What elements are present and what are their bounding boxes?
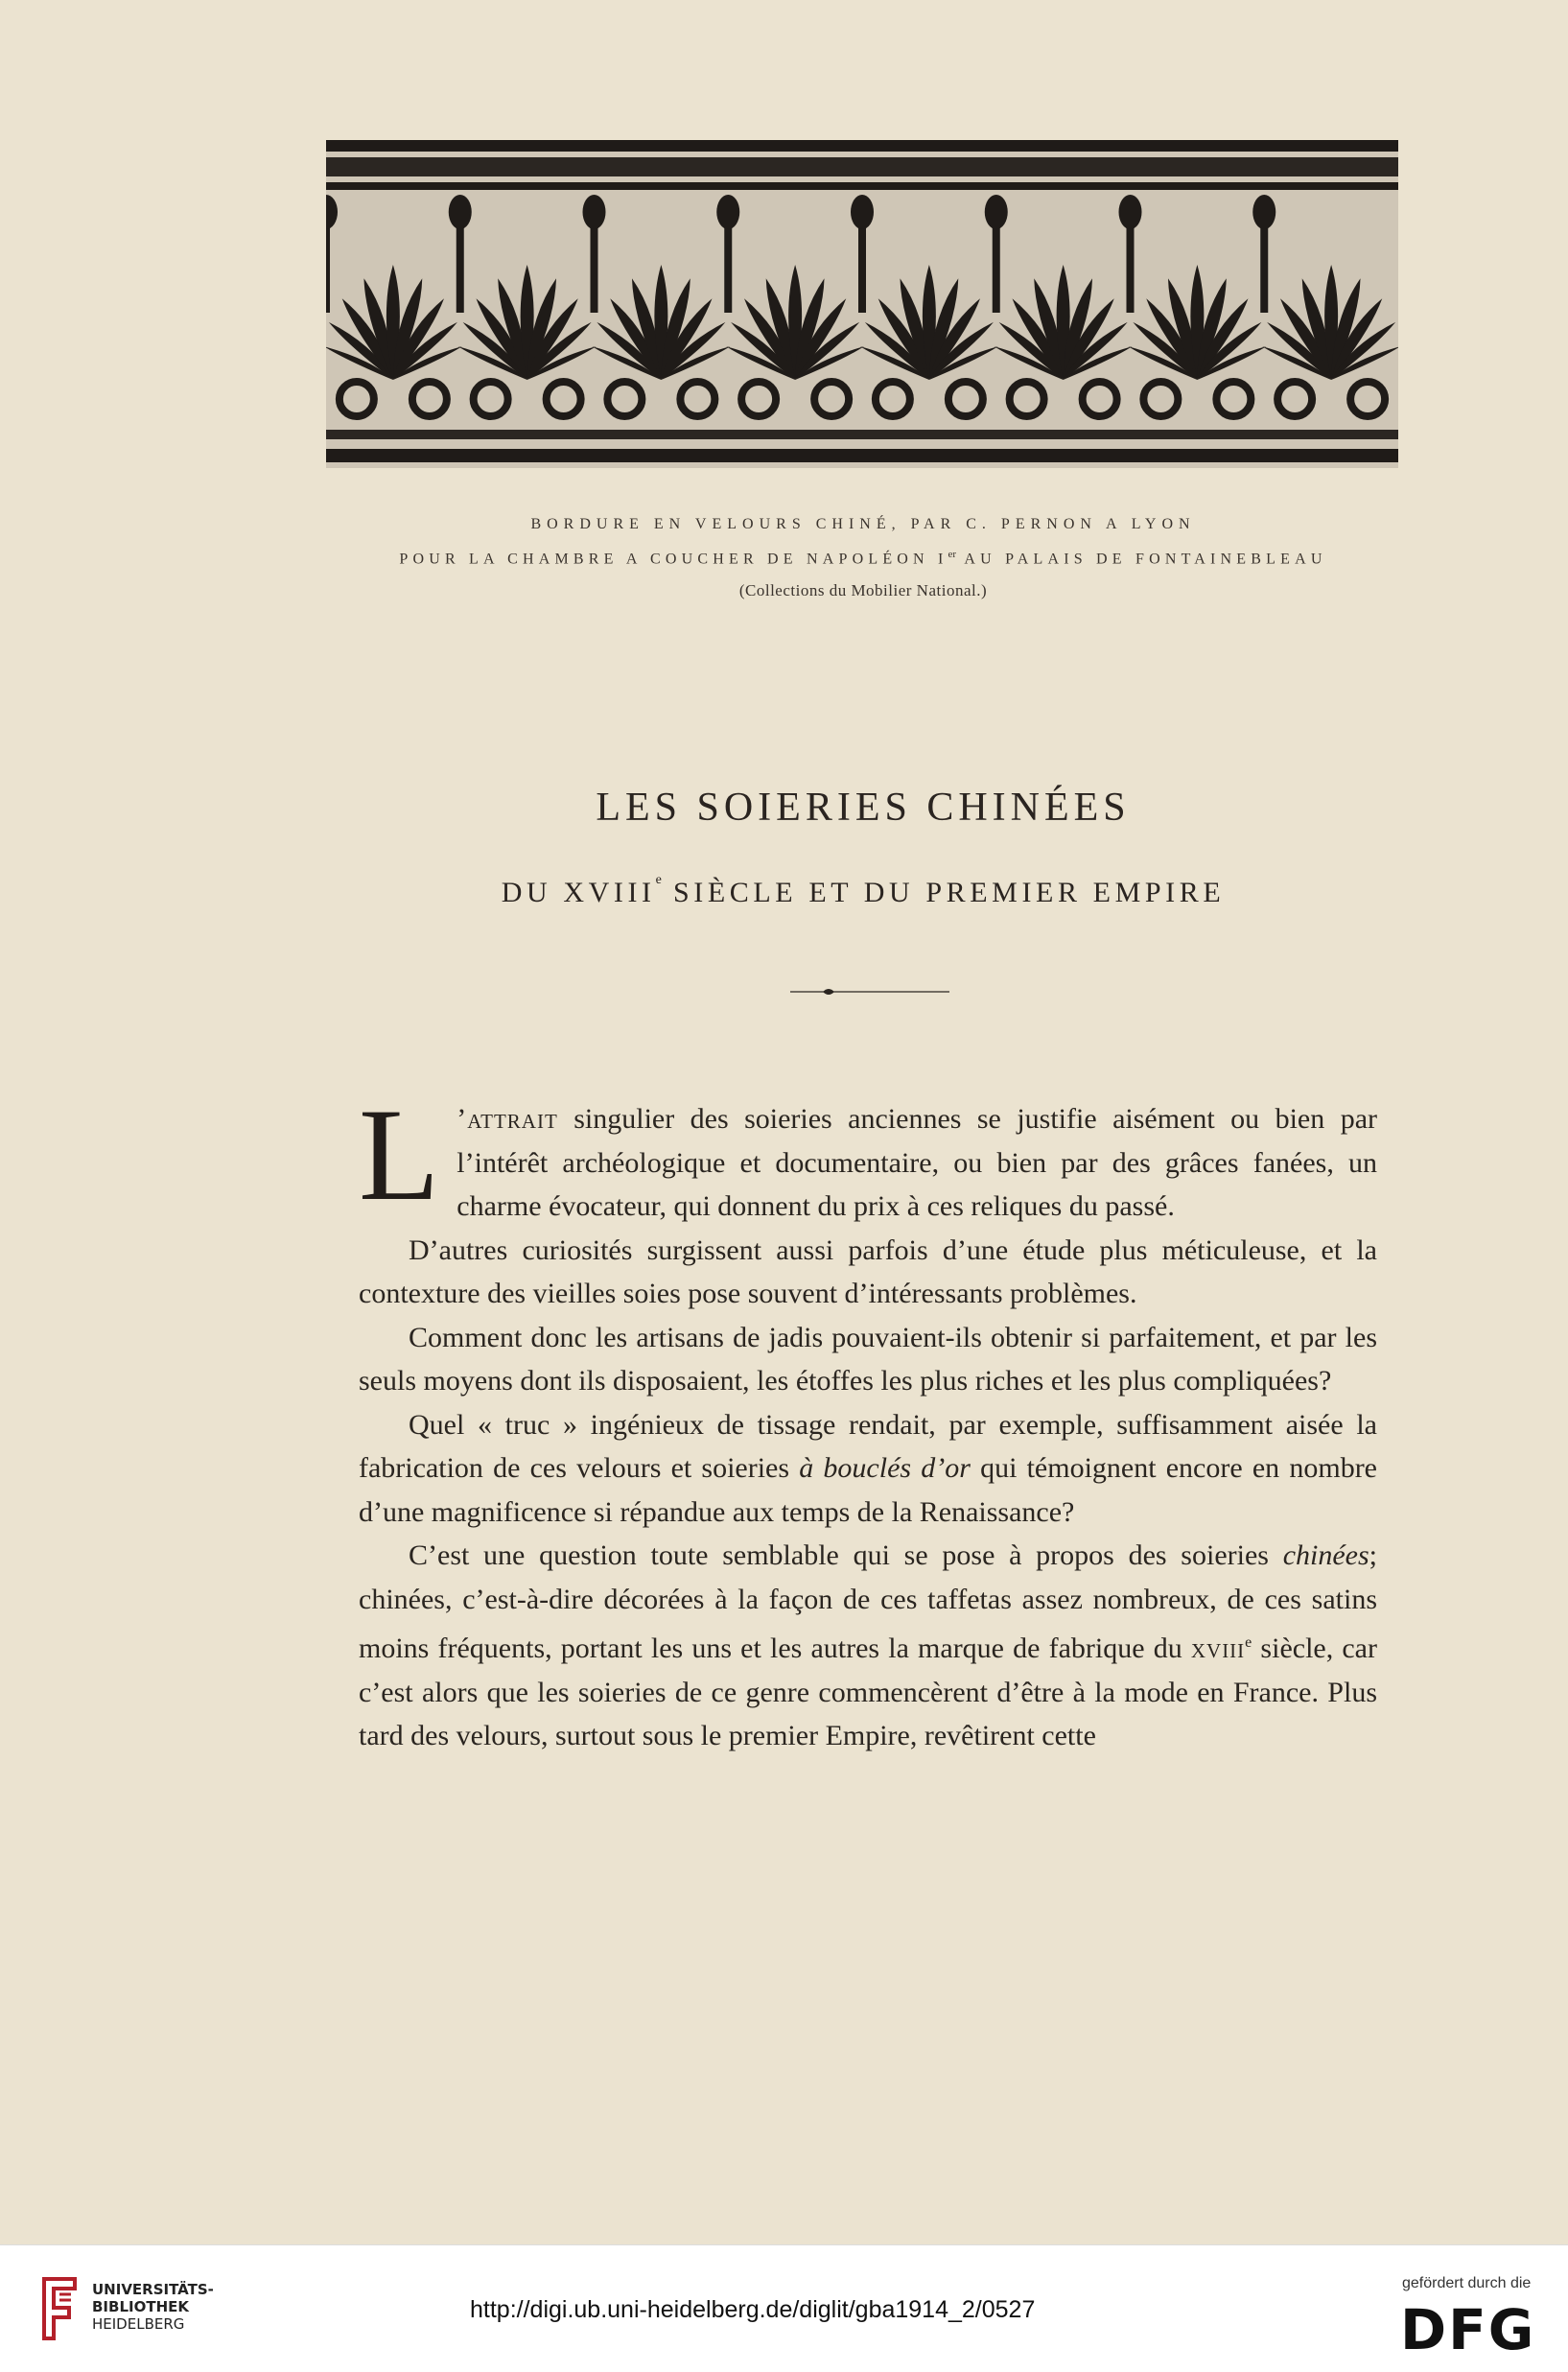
italic-phrase: à bouclés d’or bbox=[799, 1452, 971, 1484]
bud-ornament bbox=[583, 195, 606, 229]
library-name-line: BIBLIOTHEK bbox=[92, 2298, 189, 2315]
bud-ornament bbox=[1119, 195, 1142, 229]
paragraph-text: ; chinées, c’est-à-dire décorées à la façon de ces taffetas assez nombreux, de ces satins moins fréquents, portant les uns et les autres la marque de fabrique du bbox=[359, 1539, 1377, 1664]
smallcaps-century: xviii bbox=[1190, 1632, 1246, 1664]
paragraph-text: siècle, car c’est alors que les soieries de ce genre commencèrent d’être à la mode en France. Plus tard des velours, surtout sous le premier Empire, revêtirent cette bbox=[359, 1632, 1377, 1751]
bud-ornament bbox=[851, 195, 874, 229]
plate-caption-credit: (Collections du Mobilier National.) bbox=[738, 581, 988, 599]
smallcaps-opening: ’attrait bbox=[456, 1103, 558, 1135]
library-logo-icon bbox=[40, 2275, 79, 2342]
paragraph-text: C’est une question toute semblable qui se pose à propos des soieries bbox=[409, 1539, 1283, 1571]
dfg-logo[interactable]: DFG bbox=[1400, 2297, 1536, 2362]
paragraph-text: Quel « truc » ingénieux de tissage rendait, par exemple, suffisamment aisée la fabrication de ces velours et soieries bbox=[359, 1408, 1377, 1484]
plate-caption-line1: BORDURE EN VELOURS CHINÉ, PAR C. PERNON A LYON bbox=[530, 516, 1196, 532]
ornamental-border-plate bbox=[326, 140, 1398, 468]
bud-ornament bbox=[716, 195, 739, 229]
plate-caption-line2 bbox=[316, 549, 1410, 568]
paragraph bbox=[359, 1081, 1377, 1229]
paragraph: Comment donc les artisans de jadis pouvaient-ils obtenir si parfaitement, et par les seuls moyens dont ils disposaient, les étoffes les plus riches et les plus compliquées? bbox=[359, 1321, 1377, 1397]
paragraph bbox=[359, 1403, 1377, 1535]
article-body bbox=[359, 1081, 1377, 1758]
subtitle-text: SIÈCLE ET DU PREMIER EMPIRE bbox=[661, 877, 1226, 908]
paragraph-text: singulier des soieries anciennes se justifie aisément ou bien par l’intérêt archéologique et documentaire, ou bien par des grâces fanées, un charme évocateur, qui donnent du prix à ces reliques du passé. bbox=[456, 1103, 1377, 1222]
bud-ornament bbox=[1252, 195, 1275, 229]
fleuron-divider bbox=[790, 982, 949, 1001]
caption-text: AU PALAIS DE FONTAINEBLEAU bbox=[956, 551, 1327, 568]
century-superscript: e bbox=[1245, 1634, 1252, 1651]
bud-ornament bbox=[985, 195, 1008, 229]
bud-ornament bbox=[449, 195, 472, 229]
article-title: LES SOIERIES CHINÉES bbox=[596, 786, 1131, 830]
funding-label: gefördert durch die bbox=[1402, 2275, 1532, 2291]
library-name[interactable] bbox=[92, 2281, 214, 2333]
permalink-url[interactable]: http://digi.ub.uni-heidelberg.de/diglit/gba1914_2/0527 bbox=[470, 2296, 1036, 2323]
palmette-frieze-image bbox=[326, 140, 1398, 468]
article-subtitle bbox=[345, 873, 1381, 909]
subtitle-text: DU XVIII bbox=[501, 877, 656, 908]
paragraph-text: qui témoignent encore en nombre d’une magnificence si répandue aux temps de la Renaissance? bbox=[359, 1452, 1377, 1528]
paragraph bbox=[359, 1534, 1377, 1758]
library-name-line: UNIVERSITÄTS- bbox=[92, 2281, 214, 2298]
caption-superscript: er bbox=[948, 549, 957, 560]
paragraph: D’autres curiosités surgissent aussi parfois d’une étude plus méticuleuse, et la contexture des vieilles soies pose souvent d’intéressants problèmes. bbox=[359, 1233, 1377, 1309]
subtitle-superscript: e bbox=[655, 873, 662, 887]
library-name-line: HEIDELBERG bbox=[92, 2315, 185, 2333]
drop-cap: L bbox=[359, 1081, 440, 1228]
italic-phrase: chinées bbox=[1282, 1539, 1369, 1571]
caption-text: POUR LA CHAMBRE A COUCHER DE NAPOLÉON I bbox=[399, 551, 948, 568]
